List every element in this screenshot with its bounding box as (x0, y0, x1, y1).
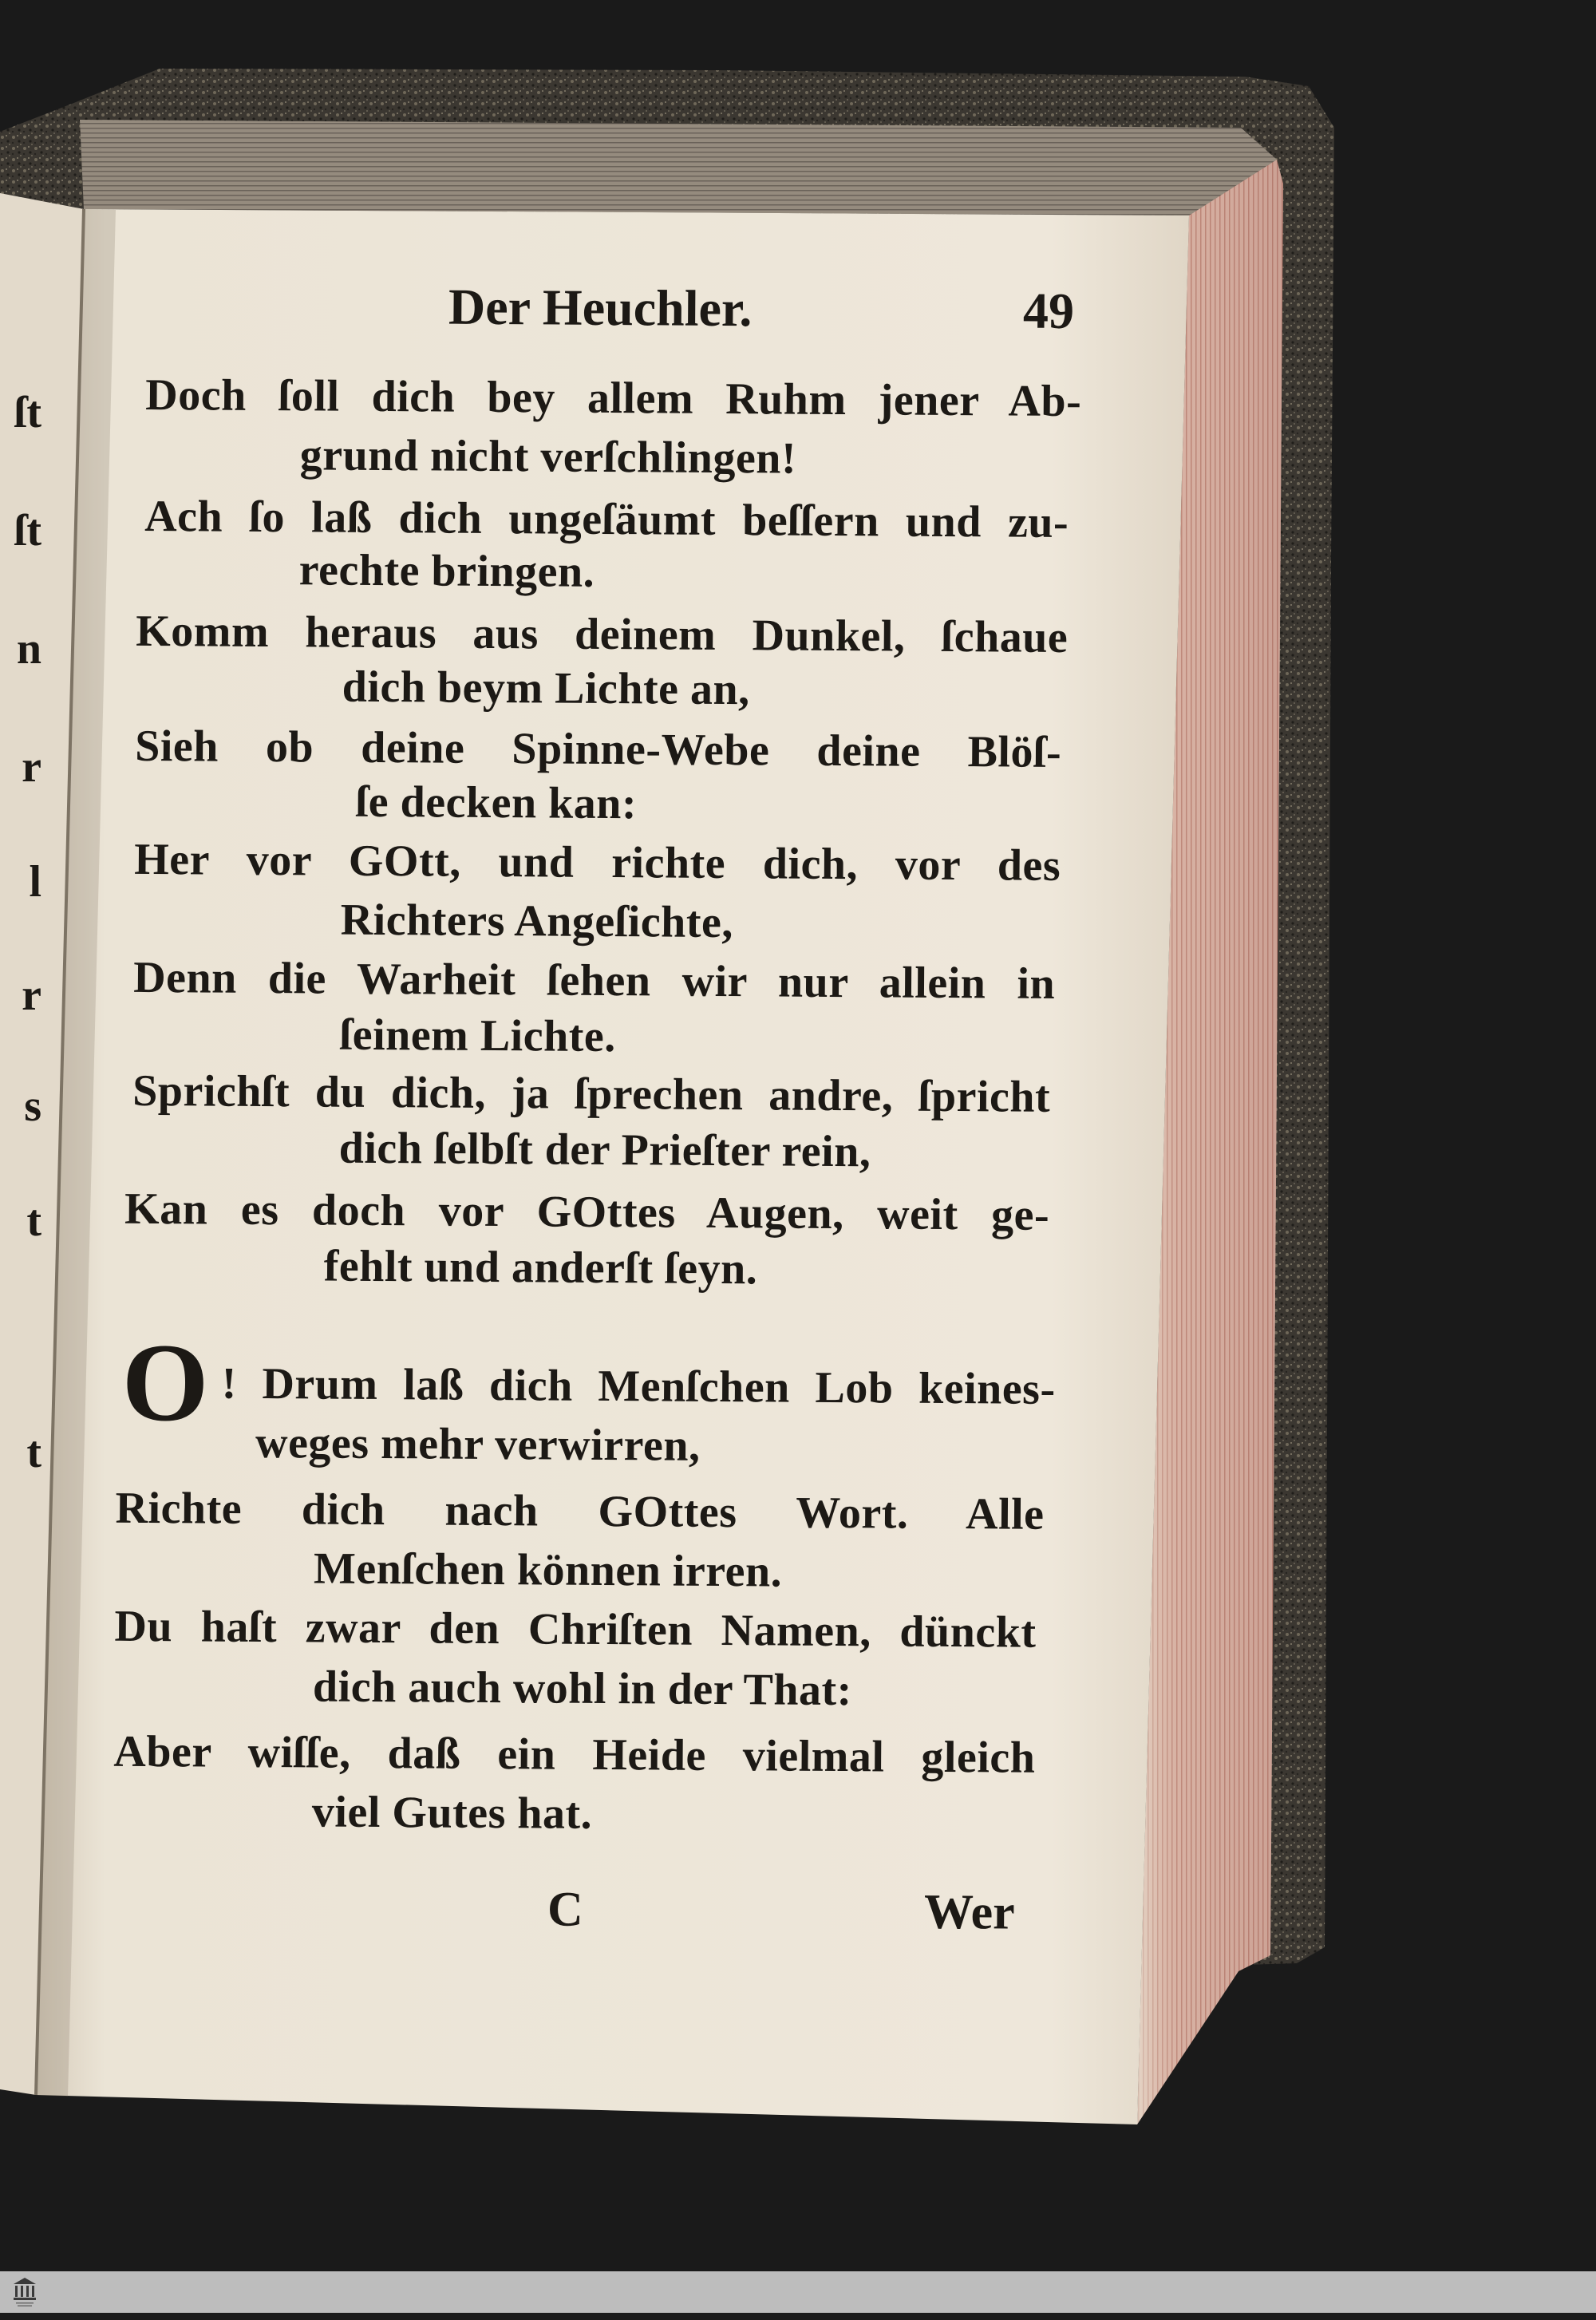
verse-line: ! Drum laß dich Menſchen Lob keines- (221, 1358, 1056, 1414)
facing-fragment: s (24, 1081, 41, 1131)
verse-line: Menſchen können irren. (313, 1543, 783, 1597)
verse-line: Doch ſoll dich bey allem Ruhm jener Ab- (145, 370, 1082, 427)
page-number: 49 (1022, 282, 1075, 340)
verse-line: Richters Angeſichte, (340, 895, 734, 948)
facing-fragment: l (29, 857, 41, 907)
verse-line: Sieh ob deine Spinne-Webe deine Blöſ- (135, 721, 1062, 777)
catchword: Wer (923, 1884, 1015, 1940)
facing-fragment: n (16, 624, 41, 674)
verse-line: Aber wiſſe, daß ein Heide vielmal gleich (113, 1726, 1036, 1783)
facing-fragment: t (26, 1196, 41, 1246)
verse-line: Du haſt zwar den Chriſten Namen, dünckt (114, 1601, 1037, 1658)
facing-fragment: t (26, 1428, 41, 1477)
signature-mark: C (547, 1882, 584, 1937)
verse-line: Ach ſo laß dich ungeſäumt beſſern und zu- (144, 491, 1069, 548)
verse-line: Sprichſt du dich, ja ſprechen andre, ſpricht (132, 1065, 1051, 1122)
verse-line: ſe decken kan: (355, 777, 638, 829)
facing-fragment: r (22, 742, 41, 792)
verse-line: weges mehr verwirren, (255, 1417, 701, 1471)
verse-line: grund nicht verſchlingen! (299, 430, 797, 484)
running-head: Der Heuchler. (448, 278, 753, 338)
verse-line: dich auch wohl in der That: (312, 1662, 853, 1716)
facing-fragment: r (22, 970, 41, 1020)
verse-line: ſeinem Lichte. (339, 1010, 616, 1062)
verse-line: Her vor GOtt, und richte dich, vor des (134, 834, 1061, 891)
facing-fragment: ſt (14, 506, 41, 555)
verse-line: Komm heraus aus deinem Dunkel, ſchaue (136, 606, 1069, 663)
verse-line: rechte bringen. (298, 545, 595, 597)
verse-line: dich beym Lichte an, (342, 662, 750, 715)
verse-line: fehlt und anderſt ſeyn. (323, 1241, 758, 1294)
drop-cap-initial: O (121, 1320, 210, 1445)
verse-line: viel Gutes hat. (311, 1787, 593, 1839)
verse-line: dich ſelbſt der Prieſter rein, (338, 1123, 871, 1177)
facing-fragment: ſt (14, 388, 41, 437)
verse-line: Kan es doch vor GOttes Augen, weit ge- (124, 1184, 1050, 1240)
verse-line: Richte dich nach GOttes Wort. Alle (115, 1483, 1045, 1539)
verse-line: Denn die Warheit ſehen wir nur allein in (132, 952, 1056, 1009)
